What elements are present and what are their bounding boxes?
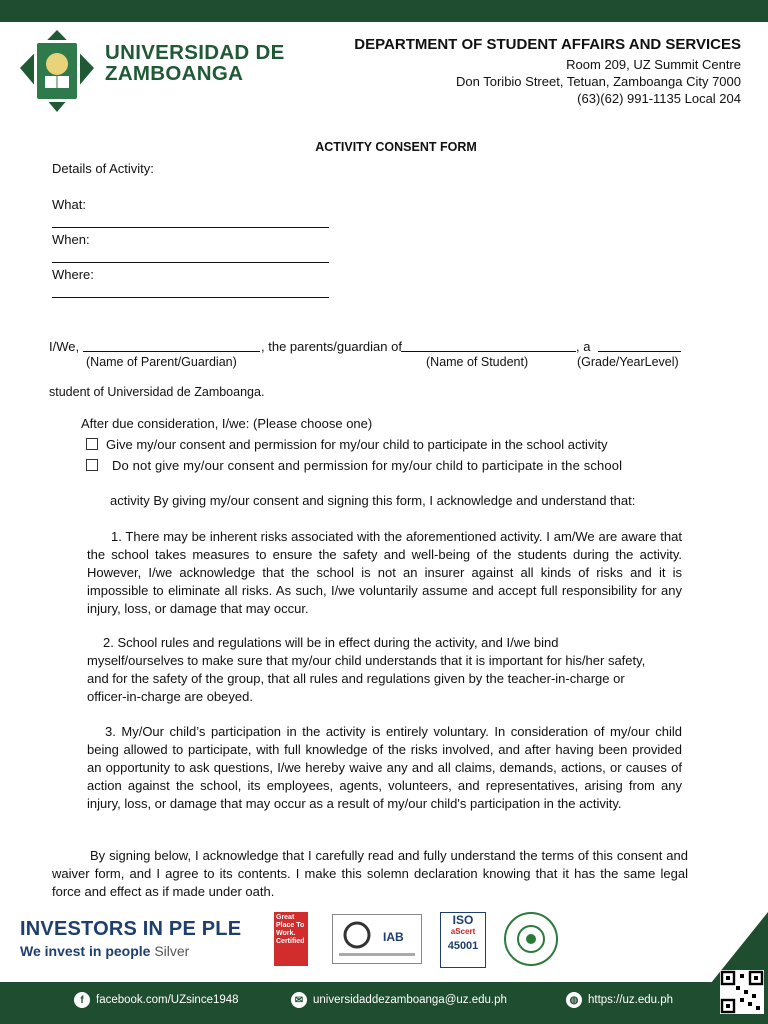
facebook-link[interactable]: facebook.com/UZsince1948 [96, 994, 239, 1006]
footer-email[interactable] [291, 992, 507, 1008]
iip-title: INVESTORS IN PE PLE [20, 918, 242, 940]
investors-in-people-badge [20, 918, 241, 959]
caption-grade: (Grade/YearLevel) [577, 355, 679, 369]
university-name-line1: UNIVERSIDAD DE [105, 41, 285, 64]
top-green-bar [0, 0, 768, 22]
what-field-line[interactable] [52, 227, 329, 228]
details-label: Details of Activity: [52, 161, 154, 176]
consent-option-label: Give my/our consent and permission for my/our child to participate in the school activity [106, 437, 608, 452]
iso-label: ISO [452, 913, 474, 927]
where-field-line[interactable] [52, 297, 329, 298]
iwe-label: I/We, [49, 339, 80, 354]
consent-checkbox[interactable] [86, 438, 98, 450]
university-name-line2: ZAMBOANGA [105, 62, 244, 85]
when-field-line[interactable] [52, 262, 329, 263]
department-block [354, 36, 741, 107]
student-name-line[interactable] [401, 351, 576, 352]
footer-website[interactable] [566, 992, 673, 1008]
where-label: Where: [52, 267, 94, 282]
university-name [105, 42, 285, 84]
when-label: When: [52, 232, 90, 247]
email-link[interactable]: universidaddezamboanga@uz.edu.ph [313, 994, 507, 1006]
address-line-1: Room 209, UZ Summit Centre [566, 57, 741, 72]
what-label: What: [52, 197, 86, 212]
certification-international-badge [332, 914, 422, 964]
form-title: ACTIVITY CONSENT FORM [315, 140, 477, 154]
iip-subtitle: We invest in people [20, 943, 151, 959]
grade-line[interactable] [598, 351, 681, 352]
green-building-badge [504, 912, 558, 966]
acknowledge-text: activity By giving my/our consent and signing this form, I acknowledge and understand that: [110, 493, 636, 508]
item-1-paragraph: 1. There may be inherent risks associated with the aforementioned activity. I am/We are aware that the school takes measures to ensure the safety and well-being of the students during the activity. However, I/we acknowledge that the school is not an insurer against all kinds of risks and it is impossible to eliminate all risks. As such, I/we voluntarily assume and accept full responsibility for any injury, loss, or damage that may occur. [87, 529, 682, 616]
university-logo [18, 28, 96, 114]
a-label: , a [576, 339, 591, 354]
facebook-icon: f [74, 992, 90, 1008]
website-link[interactable]: https://uz.edu.ph [588, 994, 674, 1006]
item-2-paragraph: 2. School rules and regulations will be in effect during the activity, and I/we bind myself/ourselves to make sure that my/our child understands that it is important for his/her safety, and for the safety of the group, that all rules and regulations given by the teacher-in-charge or officer-in-charge are obeyed. [87, 635, 646, 704]
item-3-paragraph: 3. My/Our child’s participation in the activity is entirely voluntary. In consideration of my/our child being allowed to participate, with full knowledge of the risks involved, and after having been provided an opportunity to ask questions, I/we hereby waive any and all claims, demands, actions, or causes of action against the school, its employees, agents, volunteers, and representatives, arising from any injury, loss, or damage that may occur as a result of my/our child's participation in the activity. [87, 724, 682, 811]
phone-line: (63)(62) 991-1135 Local 204 [577, 91, 741, 106]
closing-paragraph: By signing below, I acknowledge that I carefully read and fully understand the terms of this consent and waiver form, and I agree to its contents. I make this solemn declaration knowing that it has the same legal force and effect as if made under oath. [52, 848, 688, 899]
no-consent-checkbox[interactable] [86, 459, 98, 471]
great-place-to-work-badge: Great Place To Work. Certified [274, 912, 308, 966]
parents-of-label: , the parents/guardian of [261, 339, 402, 354]
after-due-text: After due consideration, I/we: (Please choose one) [81, 416, 373, 431]
iso-cert: aScert [450, 927, 476, 936]
footer-facebook[interactable] [74, 992, 239, 1008]
email-icon: ✉ [291, 992, 307, 1008]
iso-45001-badge [440, 912, 486, 968]
student-of-text: student of Universidad de Zamboanga. [49, 385, 265, 399]
iip-level: Silver [154, 943, 190, 959]
globe-icon: ◍ [566, 992, 582, 1008]
qr-code-icon[interactable] [720, 970, 764, 1014]
caption-parent: (Name of Parent/Guardian) [86, 355, 237, 369]
iso-number: 45001 [447, 940, 479, 952]
caption-student: (Name of Student) [426, 355, 529, 369]
svg-text:IAB: IAB [383, 930, 404, 944]
address-line-2: Don Toribio Street, Tetuan, Zamboanga City 7000 [456, 74, 741, 89]
no-consent-option-label: Do not give my/our consent and permission for my/our child to participate in the school [112, 458, 623, 473]
parent-name-line[interactable] [83, 351, 260, 352]
department-title: DEPARTMENT OF STUDENT AFFAIRS AND SERVICES [354, 36, 741, 53]
